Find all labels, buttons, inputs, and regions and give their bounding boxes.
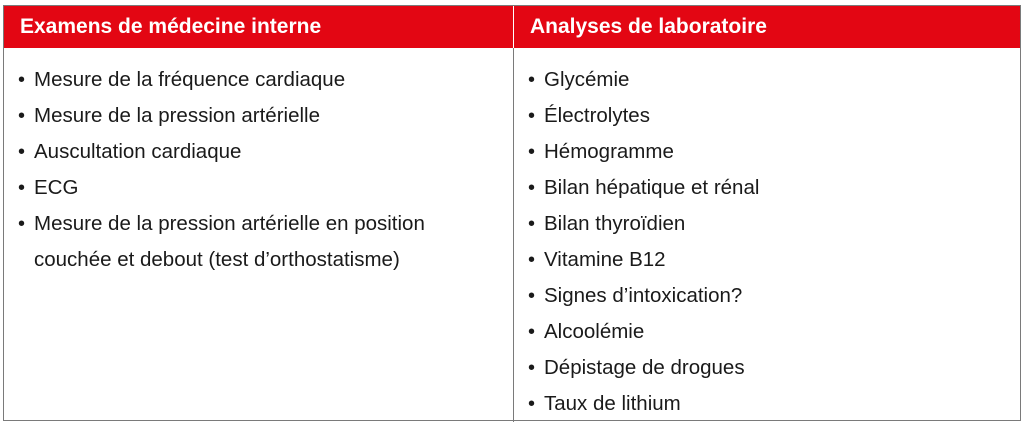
list-item: [18, 206, 505, 278]
list-item-text: Mesure de la fréquence cardiaque: [34, 68, 346, 91]
bullet-icon: •: [528, 141, 536, 163]
list-item-text: Alcoolémie: [544, 320, 645, 343]
bullet-icon: •: [528, 69, 536, 91]
list-item: [528, 314, 1012, 350]
list-item: [528, 350, 1012, 386]
bullet-icon: •: [18, 213, 26, 235]
list-item: [528, 98, 1012, 134]
list-item-text: Glycémie: [544, 68, 630, 91]
list-item-text: Mesure de la pression artérielle en position couchée et debout (test d’orthostatisme): [34, 212, 425, 271]
bullet-icon: •: [528, 285, 536, 307]
list-item: [18, 62, 505, 98]
bullet-icon: •: [18, 177, 26, 199]
internal-medicine-list: [18, 62, 505, 278]
list-item: [528, 62, 1012, 98]
list-item: [528, 278, 1012, 314]
list-item: [18, 134, 505, 170]
bullet-icon: •: [528, 213, 536, 235]
bullet-icon: •: [18, 105, 26, 127]
list-item-text: Auscultation cardiaque: [34, 140, 242, 163]
list-item-text: Mesure de la pression artérielle: [34, 104, 320, 127]
list-item-text: Électrolytes: [544, 104, 650, 127]
list-item-text: Vitamine B12: [544, 248, 666, 271]
list-item-text: Bilan thyroïdien: [544, 212, 686, 235]
list-item: [528, 170, 1012, 206]
list-item-text: Hémogramme: [544, 140, 674, 163]
lab-analyses-list: [528, 62, 1012, 422]
list-item-text: Dépistage de drogues: [544, 356, 745, 379]
bullet-icon: •: [528, 357, 536, 379]
bullet-icon: •: [18, 69, 26, 91]
list-item-text: ECG: [34, 176, 79, 199]
column-header-internal-medicine: Examens de médecine interne: [4, 6, 514, 48]
bullet-icon: •: [528, 105, 536, 127]
bullet-icon: •: [18, 141, 26, 163]
list-item: [528, 206, 1012, 242]
list-item-text: Taux de lithium: [544, 392, 681, 415]
list-item-text: Signes d’intoxication?: [544, 284, 743, 307]
list-item: [528, 242, 1012, 278]
exam-table: [3, 5, 1021, 421]
bullet-icon: •: [528, 393, 536, 415]
bullet-icon: •: [528, 177, 536, 199]
list-item: [18, 170, 505, 206]
list-item: [528, 134, 1012, 170]
list-item-text: Bilan hépatique et rénal: [544, 176, 760, 199]
bullet-icon: •: [528, 321, 536, 343]
list-item: [18, 98, 505, 134]
bullet-icon: •: [528, 249, 536, 271]
internal-medicine-cell: [4, 48, 514, 422]
lab-analyses-cell: [514, 48, 1020, 422]
column-header-lab-analyses: Analyses de laboratoire: [514, 6, 1020, 48]
list-item: [528, 386, 1012, 422]
